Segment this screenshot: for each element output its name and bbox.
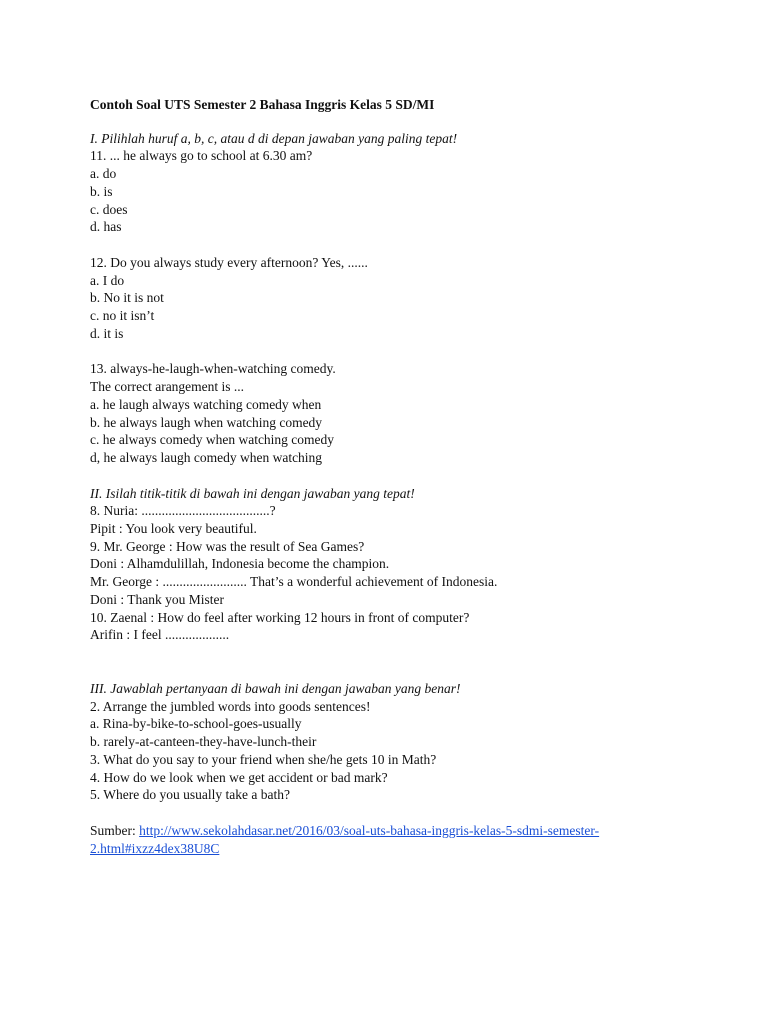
essay-line: 4. How do we look when we get accident or bad mark? <box>90 769 388 785</box>
spacer <box>90 804 730 822</box>
source-link[interactable]: http://www.sekolahdasar.net/2016/03/soal-uts-bahasa-inggris-kelas-5-sdmi-semester- <box>139 822 600 838</box>
dialog-line: Arifin : I feel ................... <box>90 627 230 643</box>
question-13-option-b: b. he always laugh when watching comedy <box>90 414 323 430</box>
document-page <box>90 96 730 857</box>
dialog-line: Pipit : You look very beautiful. <box>90 521 257 537</box>
dialog-line: Mr. George : ......................... That’s a wonderful achievement of Indonesia. <box>90 574 498 590</box>
dialog-line: 9. Mr. George : How was the result of Sea Games? <box>90 538 365 554</box>
question-11-option-c: c. does <box>90 201 128 217</box>
question-11-option-a: a. do <box>90 166 117 182</box>
dialog-line: 10. Zaenal : How do feel after working 12 hours in front of computer? <box>90 609 470 625</box>
question-12: 12. Do you always study every afternoon? Yes, ...... <box>90 254 368 270</box>
essay-line: 5. Where do you usually take a bath? <box>90 787 290 803</box>
essay-line: 2. Arrange the jumbled words into goods sentences! <box>90 698 371 714</box>
question-12-option-b: b. No it is not <box>90 290 164 306</box>
spacer <box>90 644 730 680</box>
dialog-line: Doni : Alhamdulillah, Indonesia become the champion. <box>90 556 390 572</box>
question-13: 13. always-he-laugh-when-watching comedy. <box>90 361 336 377</box>
question-13-option-c: c. he always comedy when watching comedy <box>90 432 335 448</box>
source-line-continued <box>90 840 730 858</box>
question-12-option-c: c. no it isn’t <box>90 308 155 324</box>
dialog-line: 8. Nuria: ......................................? <box>90 503 276 519</box>
document-title: Contoh Soal UTS Semester 2 Bahasa Inggris Kelas 5 SD/MI <box>90 97 435 112</box>
question-13-option-a: a. he laugh always watching comedy when <box>90 396 322 412</box>
question-13-prompt: The correct arangement is ... <box>90 379 245 395</box>
question-12-option-d: d. it is <box>90 325 124 341</box>
question-11-option-b: b. is <box>90 183 113 199</box>
spacer <box>90 467 730 485</box>
question-11-option-d: d. has <box>90 219 122 235</box>
spacer <box>90 342 730 360</box>
essay-line: b. rarely-at-canteen-they-have-lunch-their <box>90 734 317 750</box>
source-label: Sumber: <box>90 822 140 838</box>
source-line <box>90 822 730 840</box>
question-12-option-a: a. I do <box>90 272 125 288</box>
section-1-instruction: I. Pilihlah huruf a, b, c, atau d di depan jawaban yang paling tepat! <box>90 130 458 146</box>
essay-line: 3. What do you say to your friend when she/he gets 10 in Math? <box>90 751 437 767</box>
section-3-instruction: III. Jawablah pertanyaan di bawah ini dengan jawaban yang benar! <box>90 680 461 696</box>
question-11: 11. ... he always go to school at 6.30 am? <box>90 148 313 164</box>
question-13-option-d: d, he always laugh comedy when watching <box>90 449 323 465</box>
essay-line: a. Rina-by-bike-to-school-goes-usually <box>90 716 302 732</box>
source-link-continued[interactable]: 2.html#ixzz4dex38U8C <box>90 840 220 856</box>
section-2-instruction: II. Isilah titik-titik di bawah ini dengan jawaban yang tepat! <box>90 485 415 501</box>
dialog-line: Doni : Thank you Mister <box>90 591 224 607</box>
spacer <box>90 236 730 254</box>
